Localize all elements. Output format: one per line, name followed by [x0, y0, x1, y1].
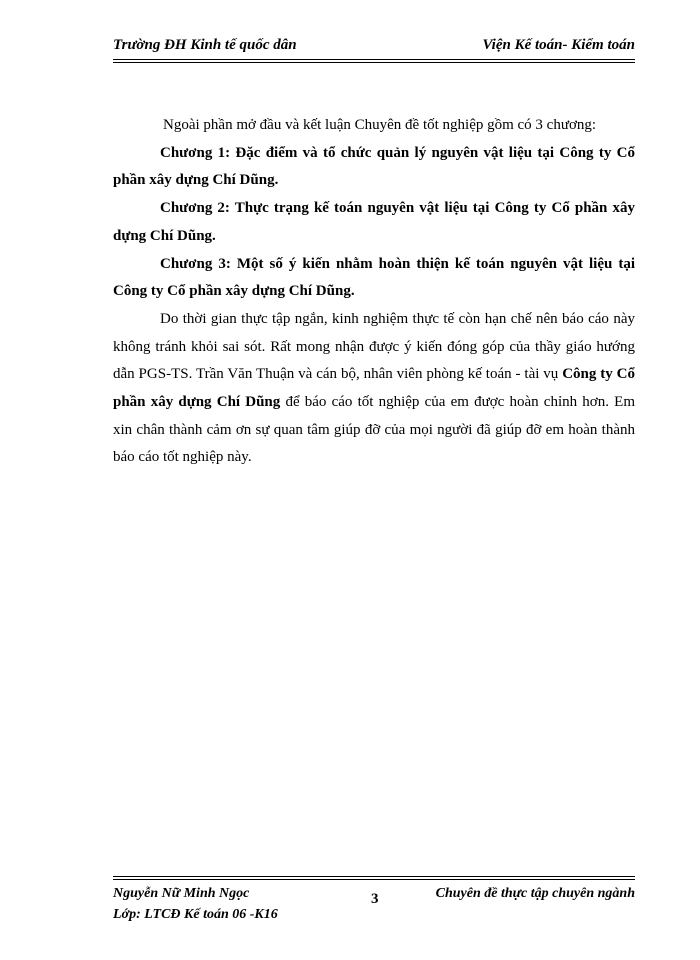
- page-header: [113, 37, 635, 63]
- header-university: Trường ĐH Kinh tế quốc dân: [113, 37, 297, 53]
- page-number: 3: [371, 891, 379, 907]
- chapter-1-paragraph: Chương 1: Đặc điểm và tổ chức quản lý nguyên vật liệu tại Công ty Cổ phần xây dựng Chí Dũng.: [113, 144, 635, 189]
- closing-text-part-2: để báo cáo tốt nghiệp của em được hoàn chỉnh hơn. Em xin chân thành cảm ơn sự quan tâm giúp đỡ của mọi người đã giúp đỡ em hoàn thành báo cáo tốt nghiệp này.: [113, 394, 635, 466]
- document-body: [113, 112, 635, 472]
- chapter-3-paragraph: Chương 3: Một số ý kiến nhằm hoàn thiện kế toán nguyên vật liệu tại Công ty Cổ phần xây dựng Chí Dũng.: [113, 255, 635, 300]
- intro-paragraph: Ngoài phần mở đầu và kết luận Chuyên đề tốt nghiệp gồm có 3 chương:: [163, 117, 597, 133]
- chapter-2-paragraph: Chương 2: Thực trạng kế toán nguyên vật liệu tại Công ty Cổ phần xây dựng Chí Dũng.: [113, 200, 635, 244]
- footer-author: Nguyễn Nữ Minh Ngọc: [113, 886, 250, 901]
- footer-report-type: Chuyên đề thực tập chuyên ngành: [435, 886, 635, 901]
- header-institute: Viện Kế toán- Kiểm toán: [482, 37, 635, 53]
- closing-text-part-1: Do thời gian thực tập ngắn, kinh nghiệm thực tế còn hạn chế nên báo cáo này không tránh khỏi sai sót. Rất mong nhận được ý kiến đóng góp của thầy giáo hướng dẫn PGS-TS. Trần Văn Thuận và cán bộ, nhân viên phòng kế toán - tài vụ: [113, 310, 635, 383]
- closing-paragraph: [113, 306, 635, 472]
- closing-company-name: Công ty Cổ phần xây dựng Chí Dũng: [113, 366, 635, 411]
- page-footer: [113, 876, 635, 930]
- footer-class: Lớp: LTCĐ Kế toán 06 -K16: [113, 907, 278, 922]
